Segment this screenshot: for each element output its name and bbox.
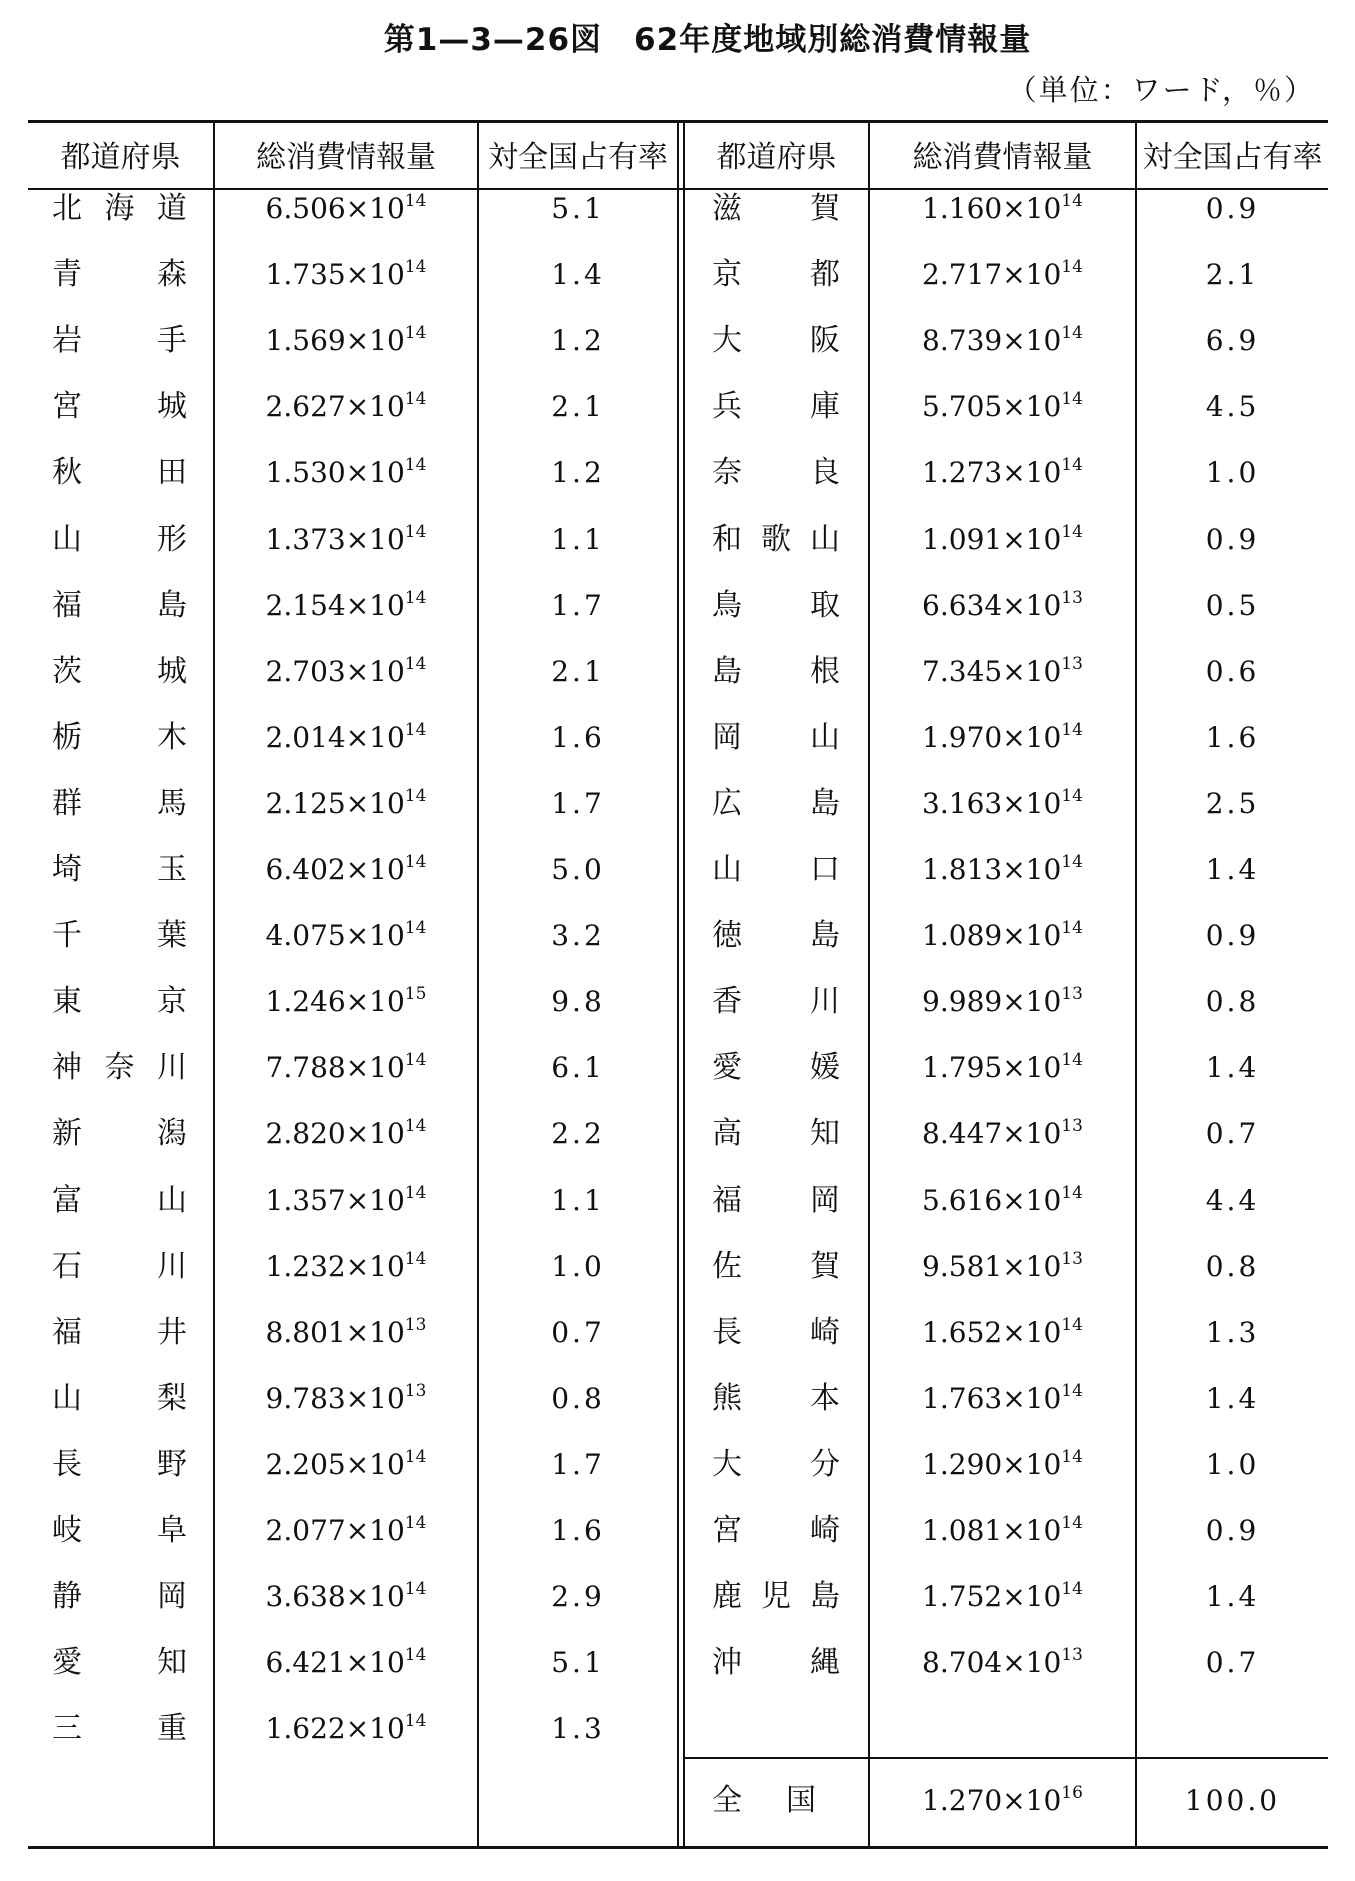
header-share-left: 対全国占有率 <box>488 140 668 175</box>
volume-exponent: 14 <box>1061 1380 1083 1401</box>
volume-mantissa: 8.739×10 <box>922 324 1062 358</box>
prefecture-name: 宮 崎 <box>712 1513 840 1548</box>
center-double-rule <box>677 122 679 1846</box>
volume-value <box>870 1432 1135 1498</box>
volume-exponent: 14 <box>1061 323 1083 344</box>
share-value: 2.1 <box>1205 258 1260 292</box>
volume-exponent: 13 <box>1061 984 1083 1005</box>
volume-value <box>870 176 1135 242</box>
volume-value <box>215 374 477 440</box>
volume-mantissa: 2.077×10 <box>265 1514 405 1547</box>
prefecture-name: 青 森 <box>52 257 187 293</box>
volume-exponent: 14 <box>404 653 427 674</box>
volume-mantissa: 1.357×10 <box>265 1183 405 1217</box>
volume-exponent: 14 <box>1061 1182 1083 1203</box>
volume-mantissa: 1.232×10 <box>265 1249 405 1283</box>
volume-value <box>870 1168 1135 1234</box>
volume-value <box>215 440 477 506</box>
share-value: 1.4 <box>1205 1051 1260 1085</box>
prefecture-name: 広 島 <box>712 785 840 821</box>
prefecture-name: 熊 本 <box>712 1380 840 1416</box>
volume-mantissa: 1.795×10 <box>922 1051 1062 1085</box>
volume-exponent: 14 <box>1061 455 1083 476</box>
volume-exponent: 14 <box>404 1182 427 1203</box>
share-value: 2.5 <box>1205 786 1260 820</box>
prefecture-name: 千 葉 <box>52 918 187 954</box>
prefecture-name: 長 野 <box>52 1446 187 1482</box>
prefecture-name: 山 形 <box>52 521 187 557</box>
unit-note: （単位：ワード，％） <box>1007 73 1315 107</box>
share-value: 5.0 <box>551 853 605 886</box>
prefecture-name: 奈 良 <box>712 455 840 491</box>
volume-mantissa: 9.783×10 <box>265 1381 405 1415</box>
volume-exponent: 14 <box>404 521 427 542</box>
share-value: 1.3 <box>551 1712 605 1746</box>
volume-mantissa: 6.634×10 <box>922 588 1062 622</box>
share-value: 0.8 <box>1205 985 1260 1019</box>
volume-value <box>215 308 477 374</box>
volume-value <box>215 176 477 242</box>
total-share: 100.0 <box>1184 1784 1281 1817</box>
prefecture-name: 神 奈 川 <box>52 1050 187 1086</box>
volume-exponent: 13 <box>1061 1645 1083 1666</box>
share-value: 0.7 <box>1205 1117 1260 1151</box>
volume-exponent: 14 <box>1061 191 1083 211</box>
volume-value <box>870 705 1135 771</box>
prefecture-name: 山 口 <box>712 852 840 887</box>
volume-mantissa: 4.075×10 <box>265 919 405 953</box>
prefecture-name: 大 分 <box>712 1446 840 1482</box>
prefecture-name: 富 山 <box>52 1182 187 1218</box>
share-value: 1.6 <box>1205 720 1260 754</box>
share-value: 1.0 <box>551 1249 605 1283</box>
total-label: 全 国 <box>712 1783 816 1818</box>
share-value: 1.0 <box>1205 456 1260 490</box>
prefecture-name: 石 川 <box>52 1248 187 1284</box>
volume-value <box>870 771 1135 837</box>
share-value: 5.1 <box>551 1646 605 1680</box>
volume-value <box>870 374 1135 440</box>
volume-value <box>215 837 477 903</box>
volume-mantissa: 1.081×10 <box>922 1514 1062 1547</box>
prefecture-name: 福 岡 <box>712 1182 840 1218</box>
prefecture-name: 栃 木 <box>52 719 187 755</box>
volume-mantissa: 6.421×10 <box>265 1646 405 1680</box>
volume-value <box>215 771 477 837</box>
share-value: 1.4 <box>1205 853 1260 886</box>
total-separator-rule <box>683 1757 1328 1759</box>
share-value: 5.1 <box>551 192 605 225</box>
prefecture-name: 兵 庫 <box>712 389 840 425</box>
prefecture-name: 山 梨 <box>52 1380 187 1416</box>
volume-value <box>215 639 477 705</box>
volume-mantissa: 8.704×10 <box>922 1646 1062 1680</box>
prefecture-name: 大 阪 <box>712 323 840 359</box>
prefecture-name: 福 島 <box>52 587 187 623</box>
volume-mantissa: 1.373×10 <box>265 522 405 556</box>
share-value: 1.4 <box>1205 1580 1260 1614</box>
share-value: 2.1 <box>551 654 605 688</box>
volume-value <box>215 705 477 771</box>
volume-value <box>215 1366 477 1432</box>
share-value: 9.8 <box>551 985 605 1019</box>
volume-value <box>870 969 1135 1035</box>
volume-value <box>215 1630 477 1696</box>
share-value: 0.8 <box>551 1381 605 1415</box>
volume-value <box>870 573 1135 639</box>
header-volume-left: 総消費情報量 <box>256 140 436 175</box>
share-value: 1.3 <box>1205 1315 1260 1349</box>
volume-exponent: 14 <box>1061 1446 1083 1467</box>
volume-exponent: 14 <box>404 918 427 939</box>
volume-exponent: 14 <box>404 257 427 278</box>
share-value: 1.0 <box>1205 1447 1260 1481</box>
volume-mantissa: 5.616×10 <box>922 1183 1062 1217</box>
volume-mantissa: 2.125×10 <box>265 786 405 820</box>
volume-exponent: 14 <box>404 1579 427 1600</box>
volume-mantissa: 1.290×10 <box>922 1447 1062 1481</box>
prefecture-name: 三 重 <box>52 1711 187 1747</box>
volume-value <box>215 1101 477 1167</box>
volume-value <box>870 1366 1135 1432</box>
volume-mantissa: 2.717×10 <box>922 258 1062 292</box>
prefecture-name: 滋 賀 <box>712 191 840 226</box>
volume-mantissa: 1.622×10 <box>265 1712 405 1746</box>
volume-value <box>870 1300 1135 1366</box>
volume-exponent: 14 <box>404 1446 427 1467</box>
share-value: 0.9 <box>1205 192 1260 225</box>
prefecture-name: 静 岡 <box>52 1579 187 1615</box>
prefecture-name: 秋 田 <box>52 455 187 491</box>
prefecture-name: 愛 知 <box>52 1645 187 1681</box>
volume-value <box>870 1101 1135 1167</box>
volume-exponent: 13 <box>1061 653 1083 674</box>
share-value: 4.4 <box>1205 1183 1260 1217</box>
volume-mantissa: 2.154×10 <box>265 588 405 622</box>
volume-exponent: 14 <box>1061 1050 1083 1071</box>
prefecture-name: 徳 島 <box>712 918 840 954</box>
volume-value <box>215 1432 477 1498</box>
total-volume <box>870 1768 1135 1834</box>
volume-exponent: 14 <box>404 1711 427 1732</box>
prefecture-name: 和 歌 山 <box>712 521 840 557</box>
prefecture-name: 岡 山 <box>712 719 840 755</box>
volume-value <box>870 1035 1135 1101</box>
prefecture-name: 群 馬 <box>52 785 187 821</box>
volume-value <box>215 1696 477 1762</box>
header-share-right: 対全国占有率 <box>1142 140 1323 175</box>
volume-mantissa: 1.735×10 <box>265 258 405 292</box>
share-value: 1.7 <box>551 786 605 820</box>
volume-value <box>870 440 1135 506</box>
volume-exponent: 16 <box>1061 1783 1083 1803</box>
prefecture-name: 高 知 <box>712 1116 840 1152</box>
volume-value <box>870 507 1135 573</box>
volume-mantissa: 1.652×10 <box>922 1315 1062 1349</box>
volume-mantissa: 1.569×10 <box>265 324 405 358</box>
volume-exponent: 13 <box>404 1380 427 1401</box>
prefecture-name: 沖 縄 <box>712 1645 840 1681</box>
volume-mantissa: 3.638×10 <box>265 1580 405 1614</box>
share-value: 1.7 <box>551 1447 605 1481</box>
volume-exponent: 14 <box>404 587 427 608</box>
prefecture-name: 京 都 <box>712 257 840 293</box>
volume-value <box>870 308 1135 374</box>
volume-value <box>215 1234 477 1300</box>
volume-mantissa: 1.089×10 <box>922 919 1062 953</box>
volume-mantissa: 7.345×10 <box>922 654 1062 688</box>
table-bottom-rule <box>28 1846 1328 1849</box>
share-value: 4.5 <box>1205 390 1260 424</box>
share-value: 0.5 <box>1205 588 1260 622</box>
volume-mantissa: 2.014×10 <box>265 720 405 754</box>
volume-exponent: 14 <box>1061 918 1083 939</box>
prefecture-name: 長 崎 <box>712 1314 840 1350</box>
share-value: 1.6 <box>551 1514 605 1547</box>
volume-mantissa: 7.788×10 <box>265 1051 405 1085</box>
volume-value <box>215 1300 477 1366</box>
share-value: 2.1 <box>551 390 605 424</box>
volume-exponent: 14 <box>404 785 427 806</box>
volume-exponent: 14 <box>404 455 427 476</box>
volume-mantissa: 2.820×10 <box>265 1117 405 1151</box>
volume-exponent: 14 <box>1061 852 1083 872</box>
share-value: 1.2 <box>551 324 605 358</box>
share-value: 6.1 <box>551 1051 605 1085</box>
volume-mantissa: 6.402×10 <box>265 853 405 886</box>
prefecture-name: 新 潟 <box>52 1116 187 1152</box>
volume-exponent: 14 <box>1061 785 1083 806</box>
share-value: 0.8 <box>1205 1249 1260 1283</box>
volume-value <box>215 1168 477 1234</box>
share-value: 1.1 <box>551 1183 605 1217</box>
volume-value <box>215 1564 477 1630</box>
volume-exponent: 14 <box>1061 521 1083 542</box>
volume-value <box>215 1035 477 1101</box>
share-value: 3.2 <box>551 919 605 953</box>
share-value: 6.9 <box>1205 324 1260 358</box>
share-value: 0.7 <box>551 1315 605 1349</box>
volume-exponent: 13 <box>1061 1248 1083 1269</box>
share-value: 0.9 <box>1205 919 1260 953</box>
volume-exponent: 14 <box>404 323 427 344</box>
volume-mantissa: 1.763×10 <box>922 1381 1062 1415</box>
volume-exponent: 15 <box>404 984 427 1005</box>
volume-exponent: 14 <box>1061 719 1083 740</box>
volume-mantissa: 9.989×10 <box>922 985 1062 1019</box>
header-prefecture-left: 都道府県 <box>60 140 181 175</box>
prefecture-name: 香 川 <box>712 984 840 1020</box>
prefecture-name: 北 海 道 <box>52 191 187 226</box>
volume-mantissa: 8.447×10 <box>922 1117 1062 1151</box>
volume-mantissa: 2.627×10 <box>265 390 405 424</box>
volume-exponent: 14 <box>1061 389 1083 410</box>
volume-mantissa: 1.091×10 <box>922 522 1062 556</box>
volume-value <box>870 639 1135 705</box>
volume-mantissa: 3.163×10 <box>922 786 1062 820</box>
volume-mantissa: 1.246×10 <box>265 985 405 1019</box>
share-value: 1.4 <box>1205 1381 1260 1415</box>
volume-mantissa: 1.273×10 <box>922 456 1062 490</box>
volume-mantissa: 1.752×10 <box>922 1580 1062 1614</box>
volume-exponent: 13 <box>1061 587 1083 608</box>
prefecture-name: 岐 阜 <box>52 1513 187 1548</box>
volume-mantissa: 9.581×10 <box>922 1249 1062 1283</box>
figure-title: 第1—3—26図 62年度地域別総消費情報量 <box>383 22 1032 58</box>
volume-exponent: 14 <box>404 719 427 740</box>
center-double-rule <box>683 122 685 1846</box>
prefecture-name: 東 京 <box>52 984 187 1020</box>
prefecture-name: 埼 玉 <box>52 852 187 887</box>
share-value: 1.1 <box>551 522 605 556</box>
prefecture-name: 鹿 児 島 <box>712 1579 840 1615</box>
prefecture-name: 愛 媛 <box>712 1050 840 1086</box>
prefecture-name: 茨 城 <box>52 653 187 689</box>
share-value: 0.9 <box>1205 1514 1260 1547</box>
volume-exponent: 14 <box>404 852 427 872</box>
volume-exponent: 14 <box>1061 1314 1083 1335</box>
share-value: 1.4 <box>551 258 605 292</box>
volume-value <box>870 1234 1135 1300</box>
volume-exponent: 14 <box>404 1513 427 1533</box>
header-volume-right: 総消費情報量 <box>912 140 1093 175</box>
prefecture-name: 佐 賀 <box>712 1248 840 1284</box>
volume-mantissa: 2.205×10 <box>265 1447 405 1481</box>
volume-exponent: 14 <box>404 1248 427 1269</box>
prefecture-name: 岩 手 <box>52 323 187 359</box>
volume-exponent: 14 <box>404 1050 427 1071</box>
volume-value <box>870 1498 1135 1564</box>
volume-value <box>870 837 1135 903</box>
share-value: 0.9 <box>1205 522 1260 556</box>
share-value: 0.7 <box>1205 1646 1260 1680</box>
volume-value <box>870 1564 1135 1630</box>
volume-mantissa: 6.506×10 <box>265 192 405 225</box>
volume-exponent: 13 <box>404 1314 427 1335</box>
volume-exponent: 14 <box>1061 257 1083 278</box>
volume-mantissa: 1.970×10 <box>922 720 1062 754</box>
volume-mantissa: 1.270×10 <box>922 1784 1062 1817</box>
share-value: 1.7 <box>551 588 605 622</box>
volume-mantissa: 1.530×10 <box>265 456 405 490</box>
volume-value <box>215 903 477 969</box>
volume-mantissa: 2.703×10 <box>265 654 405 688</box>
volume-exponent: 14 <box>404 191 427 211</box>
volume-exponent: 13 <box>1061 1116 1083 1137</box>
volume-mantissa: 8.801×10 <box>265 1315 405 1349</box>
share-value: 1.2 <box>551 456 605 490</box>
share-value: 1.6 <box>551 720 605 754</box>
volume-mantissa: 5.705×10 <box>922 390 1062 424</box>
volume-exponent: 14 <box>1061 1579 1083 1600</box>
prefecture-name: 福 井 <box>52 1314 187 1350</box>
volume-exponent: 14 <box>404 1116 427 1137</box>
volume-value <box>215 1498 477 1564</box>
volume-value <box>870 1630 1135 1696</box>
volume-value <box>870 903 1135 969</box>
volume-exponent: 14 <box>404 1645 427 1666</box>
prefecture-name: 島 根 <box>712 653 840 689</box>
share-value: 2.9 <box>551 1580 605 1614</box>
header-prefecture-right: 都道府県 <box>716 140 837 175</box>
volume-exponent: 14 <box>404 389 427 410</box>
share-value: 0.6 <box>1205 654 1260 688</box>
volume-value <box>215 507 477 573</box>
volume-mantissa: 1.813×10 <box>922 853 1062 886</box>
prefecture-name: 宮 城 <box>52 389 187 425</box>
volume-value <box>215 969 477 1035</box>
volume-value <box>215 573 477 639</box>
volume-value <box>870 242 1135 308</box>
volume-value <box>215 242 477 308</box>
volume-mantissa: 1.160×10 <box>922 192 1062 225</box>
prefecture-name: 鳥 取 <box>712 587 840 623</box>
share-value: 2.2 <box>551 1117 605 1151</box>
volume-exponent: 14 <box>1061 1513 1083 1533</box>
